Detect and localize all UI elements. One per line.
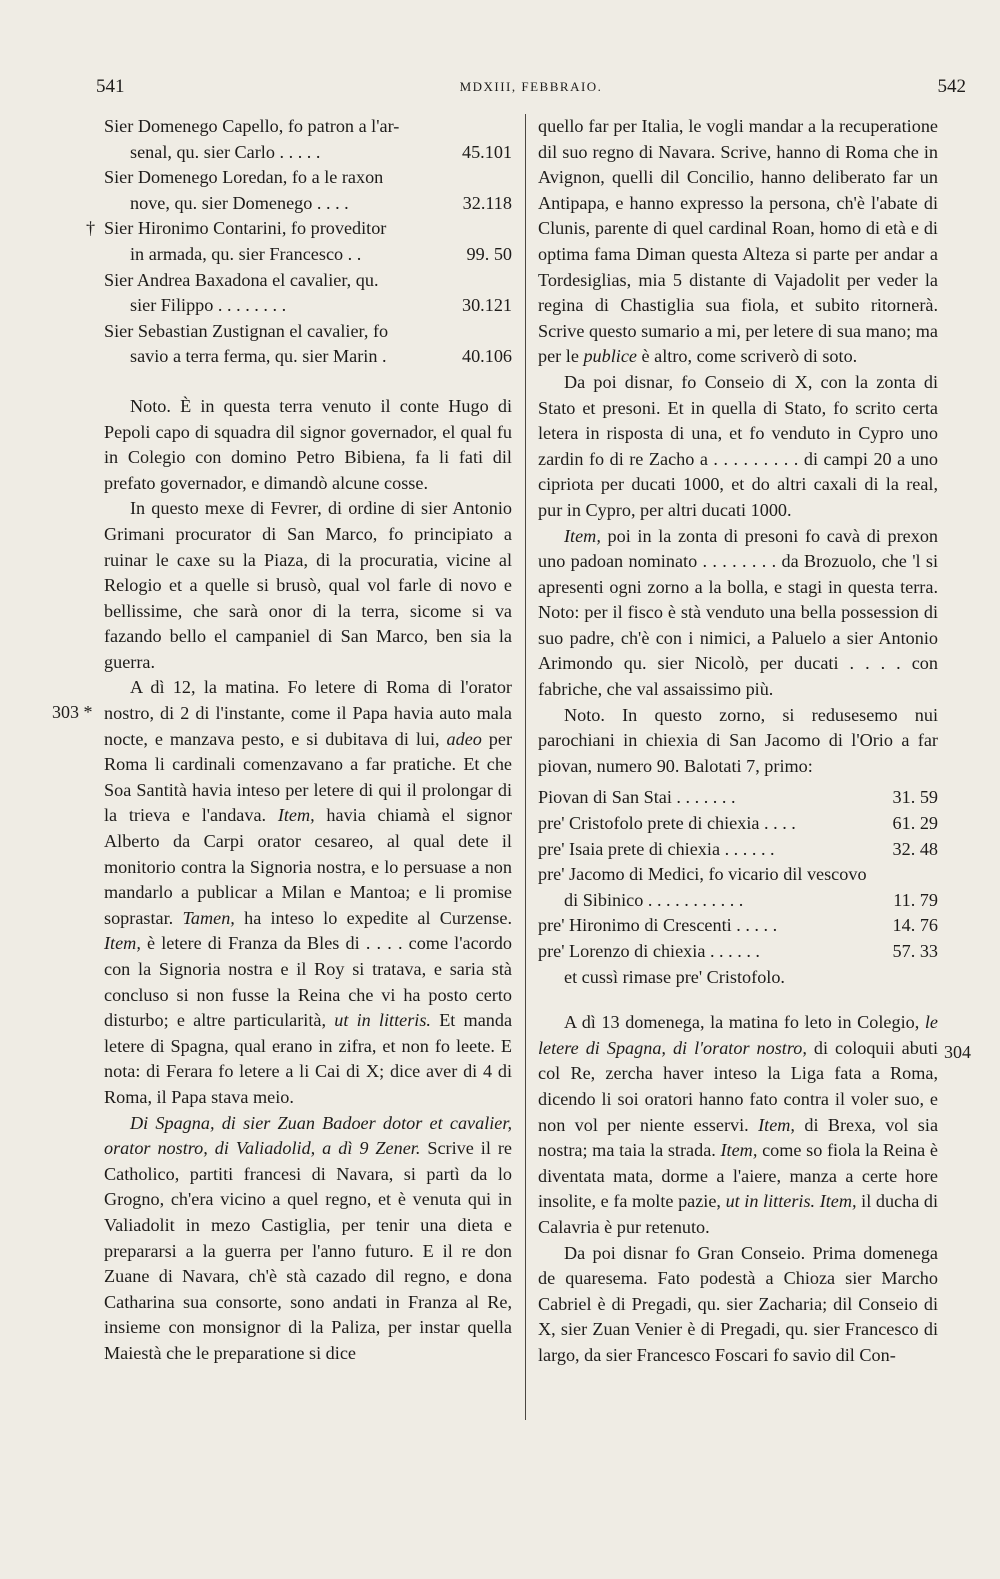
roster-name: Sier Hironimo Contarini, fo proveditor (104, 218, 387, 239)
roster-entry (104, 114, 512, 165)
roster-votes: 40.106 (461, 346, 512, 367)
candidate-name: pre' Lorenzo di chiexia . . . . . . (538, 941, 760, 961)
margin-number-right: 304 (944, 1042, 971, 1062)
roster-name: Sier Domenego Capello, fo patron a l'ar- (104, 116, 400, 136)
candidate-votes: 57. 33 (892, 941, 938, 961)
candidate-votes: 32. 48 (892, 838, 938, 859)
roster-entry (104, 268, 512, 319)
ballot-row (538, 785, 938, 811)
roster-votes: 32.118 (462, 192, 512, 213)
candidate-name: pre' Isaia prete di chiexia . . . . . . (538, 838, 775, 859)
paragraph: Da poi disnar fo Gran Conseio. Prima domenega de quaresema. Fato podestà a Chioza sier Marcho Cabriel è di Pregadi, qu. sier Zacharia; dil Conseio di X, sier Zuan Venier è di Pregadi, qu. sier Francesco di largo, da sier Francesco Foscari fo savio dil Con- (538, 1242, 938, 1365)
ballot-row (538, 913, 938, 939)
roster-name: Sier Domenego Loredan, fo a le raxon (104, 167, 384, 188)
paragraph: In questo mexe di Fevrer, di ordine di sier Antonio Grimani procurator di San Marco, fo principiato a ruinar le caxe su la Piaza, di la procuratia, vicine al Relogio et a quelle si brusò, qual vol farle di novo e bellissime, che sarà onor di la terra, sicome si va fazando bello el campaniel di San Marco, ben sia la guerra. (104, 498, 512, 672)
paragraph: A dì 12, la matina. Fo letere di Roma di l'orator nostro, di 2 di l'instante, come il Papa havia auto mala nocte, e manzava pesto, e si dubitava di lui, adeo per Roma li cardinali comenzavano a far pratiche. Et che Soa Santità havia inteso per letere di qui il prolongar di la trieva e l'andava. Item, havia chiamà el signor Alberto da Carpi orator cesareo, al qual dete il monitorio contra la Signoria nostra, e lo persuase a non mandarlo a publicar a Milan e Mantoa; e li promise soprastar. Tamen, ha inteso lo expedite al Curzense. Item, è letere di Franza da Bles di . . . . come l'acordo con la Signoria nostra e il Roy si tratava, e saria stà concluso si non fusse la Reina che vi ha posto certo disturbo; e altre particularità, ut in litteris. Et manda letere di Spagna, qual erano in zifra, et non fo leete. E nota: di Ferara fo letere a li Cai di X; dice aver di 4 di Roma, il Papa stava meio. (104, 677, 513, 1107)
page-number-right: 542 (937, 76, 966, 97)
ballot-result-note: et cussì rimase pre' Cristofolo. (564, 966, 785, 987)
margin-number-left: 303 * (52, 702, 93, 722)
candidate-votes: 11. 79 (893, 889, 938, 910)
ballot-row (538, 837, 938, 863)
candidate-name: pre' Cristofolo prete di chiexia . . . . (538, 813, 796, 834)
candidate-votes (934, 862, 938, 888)
paragraph: quello far per Italia, le vogli mandar a la recuperatione dil suo regno di Navara. Scrive, hanno di Roma che in Avignon, quelli dil Concilio, hanno deliberato far un Antipapa, e hanno expresso la persona, ch'è l'abate di Clunis, parente di quel cardinal Roan, homo di età e di optima fama Diman questa Alteza si parte per andar a Tordesiglias, mia 5 distante di Vajadolit per veder la regina di Chastiglia sua fiola, et subito ritornerà. Scrive questo sumario a mi, per letere di sua mano; ma per le publice è altro, come scriverò di soto. (538, 116, 938, 367)
paragraph: Noto. È in questa terra venuto il conte Hugo di Pepoli capo di squadra dil signor governador, el qual fu in Colegio con domino Petro Bibiena, fa li fati dil prefato governador, e dimandò alcune cosse. (104, 395, 512, 493)
roster-votes: 99. 50 (466, 243, 512, 264)
running-title: MDXIII, FEBBRAIO. (459, 79, 603, 94)
roster-entry (86, 216, 512, 267)
roster-detail: savio a terra ferma, qu. sier Marin . (130, 346, 387, 367)
ballot-row (538, 811, 938, 837)
election-roster (86, 114, 512, 370)
roster-detail: nove, qu. sier Domenego . . . . (130, 192, 349, 213)
ballot-results (538, 785, 938, 964)
paragraph: Da poi disnar, fo Conseio di X, con la zonta di Stato et presoni. Et in quella di Stato, fo scrito certa letera in risposta di una, et fo venduto in Cypro uno zardin fo di re Zacho a . . . . . . . . . di campi 20 a uno cipriota per ducati 1000, et do altri caxali di la real, pur in Cypro, per altri ducati 1000. (538, 371, 938, 520)
candidate-name: pre' Jacomo di Medici, fo vicario dil vescovo (538, 864, 867, 885)
candidate-name: pre' Hironimo di Crescenti . . . . . (538, 915, 778, 936)
left-column (86, 114, 513, 1367)
paragraph: Di Spagna, di sier Zuan Badoer dotor et cavalier, orator nostro, di Valiadolid, a dì 9 Zener. Scrive il re Catholico, partiti francesi di Navara, si partì da lo Grogno, ch'era vicino a quel regno, et è venuta qui in Valiadolit in mezo Castiglia, per tenir una dieta e prepararsi a la guerra per l'anno futuro. E il re don Zuane di Navara, ch'è stà cazado dil regno, e dona Catharina sua consorte, sono andati in Franza al Re, insieme con monsignor di la Paliza, per instar quella Maiestà che le preparatione si dice (104, 1112, 512, 1363)
candidate-name: di Sibinico . . . . . . . . . . . (564, 889, 744, 910)
roster-votes: 45.101 (461, 141, 512, 162)
candidate-votes: 31. 59 (892, 787, 938, 808)
candidate-votes: 14. 76 (892, 915, 938, 936)
roster-votes: 30.121 (461, 295, 512, 316)
running-header (96, 76, 966, 106)
ballot-row (538, 939, 938, 965)
candidate-votes: 61. 29 (892, 813, 938, 834)
roster-detail: sier Filippo . . . . . . . . (130, 295, 287, 316)
page-number-left: 541 (96, 76, 125, 97)
candidate-name: Piovan di San Stai . . . . . . . (538, 787, 736, 808)
roster-detail: senal, qu. sier Carlo . . . . . (130, 141, 321, 162)
roster-detail: in armada, qu. sier Francesco . . (130, 243, 362, 264)
roster-entry (104, 165, 512, 216)
paragraph: Item, poi in la zonta di presoni fo cavà di prexon uno padoan nominato . . . . . . . . da Brozuolo, che 'l si apresenti ogni zorno a la bolla, e stagi in questa terra. Noto: per il fisco è stà venduto una bella possession di suo padre, ch'è con i nimici, a Paluelo a sier Antonio Arimondo qu. sier Nicolò, per ducati . . . . con fabriche, che val assaissimo più. (538, 525, 939, 700)
roster-name: Sier Sebastian Zustignan el cavalier, fo (104, 320, 389, 341)
roster-entry (104, 319, 512, 370)
dagger-mark: † (86, 218, 96, 239)
column-divider (525, 114, 526, 1420)
roster-name: Sier Andrea Baxadona el cavalier, qu. (104, 269, 379, 290)
ballot-row (538, 862, 938, 888)
ballot-row (538, 888, 938, 914)
paragraph: A dì 13 domenega, la matina fo leto in Colegio, le letere di Spagna, di l'orator nostro, di coloquii abuti col Re, zercha haver inteso la Liga fata a Roma, dicendo li soi oratori hanno fato contra il voler suo, e non vol per niente esservi. Item, di Brexa, vol sia nostra; ma taia la strada. Item, come so fiola la Reina è diventata mata, dorme a l'aiere, manza a certe hore insolite, e fa molte pazie, ut in litteris. Item, il ducha di Calavria è pur retenuto. (538, 1012, 939, 1237)
paragraph: Noto. In questo zorno, si redusesemo nui parochiani in chiexia di San Jacomo di l'Orio a far piovan, numero 90. Balotati 7, primo: (538, 704, 938, 776)
right-column (538, 114, 938, 1369)
